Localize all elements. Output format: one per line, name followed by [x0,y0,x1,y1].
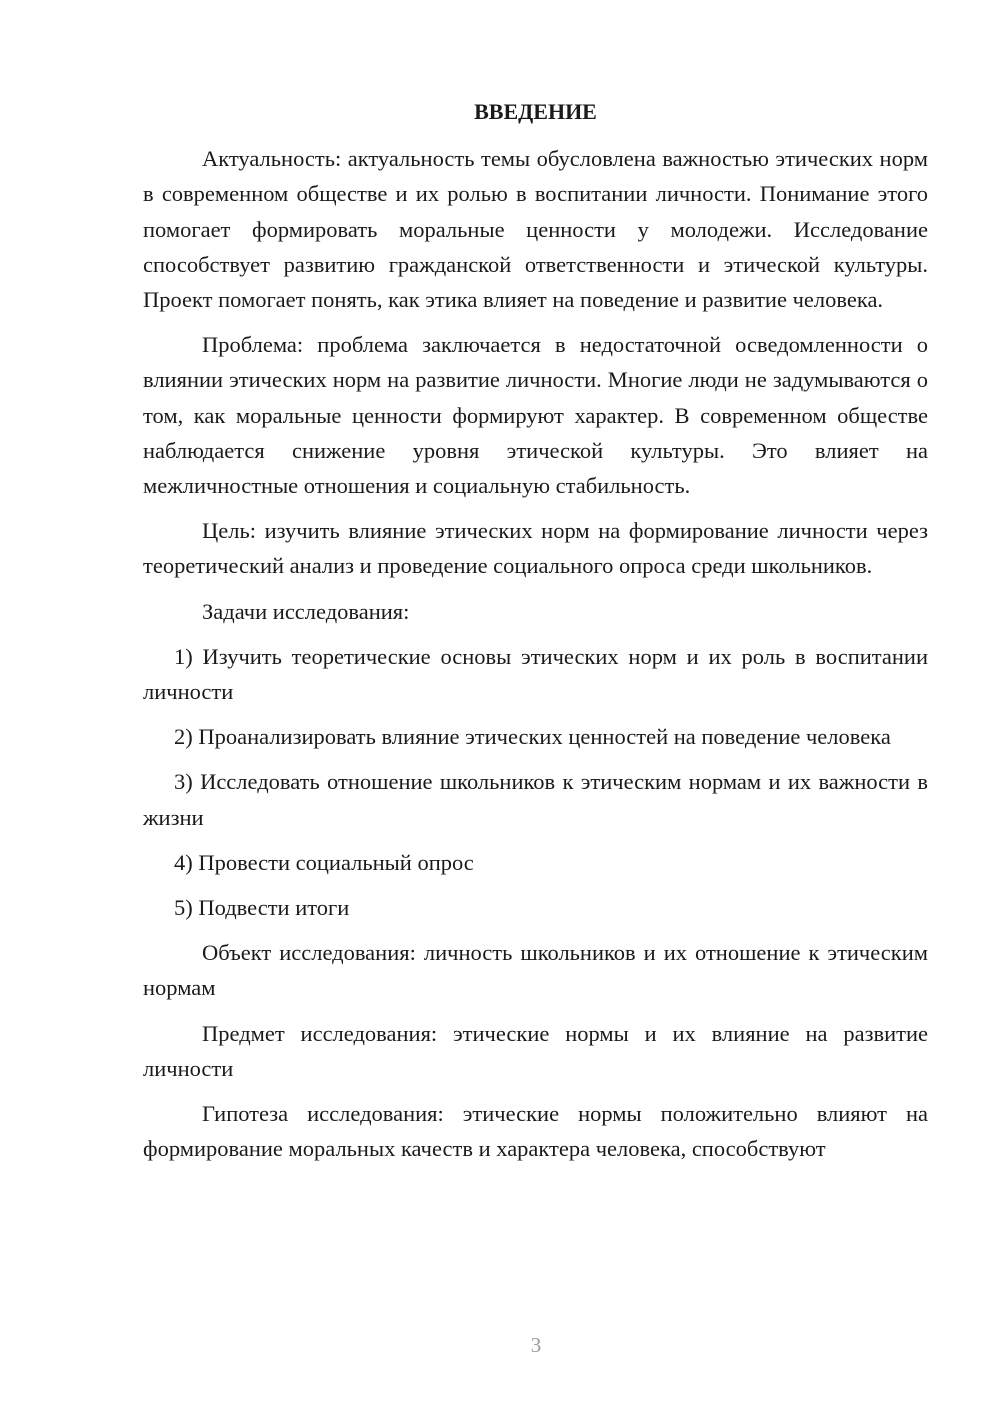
list-item: 4) Провести социальный опрос [174,849,474,875]
paragraph-problem: Проблема: проблема заключается в недостаточной осведомленности о влиянии этических норм на развитие личности. Многие люди не задумываются о том, как моральные ценности формируют характер. В современном обществе наблюдается снижение уровня этической культуры. Это влияет на межличностные отношения и социальную стабильность. [143,332,928,499]
list-item: 3) Исследовать отношение школьников к этическим нормам и их важности в жизни [143,769,928,830]
list-item: 5) Подвести итоги [174,895,350,921]
page-number: 3 [530,1333,542,1357]
paragraph-subject: Предмет исследования: этические нормы и их влияние на развитие личности [143,1020,928,1081]
paragraph-goal: Цель: изучить влияние этических норм на формирование личности через теоретический анализ и проведение социального опроса среди школьников. [143,518,928,579]
paragraph-hypothesis: Гипотеза исследования: этические нормы положительно влияют на формирование моральных качеств и характера человека, способствуют [143,1101,928,1162]
list-item: 1) Изучить теоретические основы этических норм и их роль в воспитании личности [143,643,928,705]
list-item: 2) Проанализировать влияние этических ценностей на поведение человека [174,724,891,750]
paragraph-object: Объект исследования: личность школьников и их отношение к этическим нормам [143,940,928,1001]
paragraph-tasks-intro: Задачи исследования: [202,598,410,624]
page-content [143,94,928,1176]
tasks-list [143,639,928,925]
section-heading: ВВЕДЕНИЕ [474,99,597,124]
paragraph-relevance: Актуальность: актуальность темы обусловлена важностью этических норм в современном обществе и их ролью в воспитании личности. Понимание этого помогает формировать моральные ценности у молодежи. Исследование способствует развитию гражданской ответственности и этической культуры. Проект помогает понять, как этика влияет на поведение и развитие человека. [143,146,928,313]
